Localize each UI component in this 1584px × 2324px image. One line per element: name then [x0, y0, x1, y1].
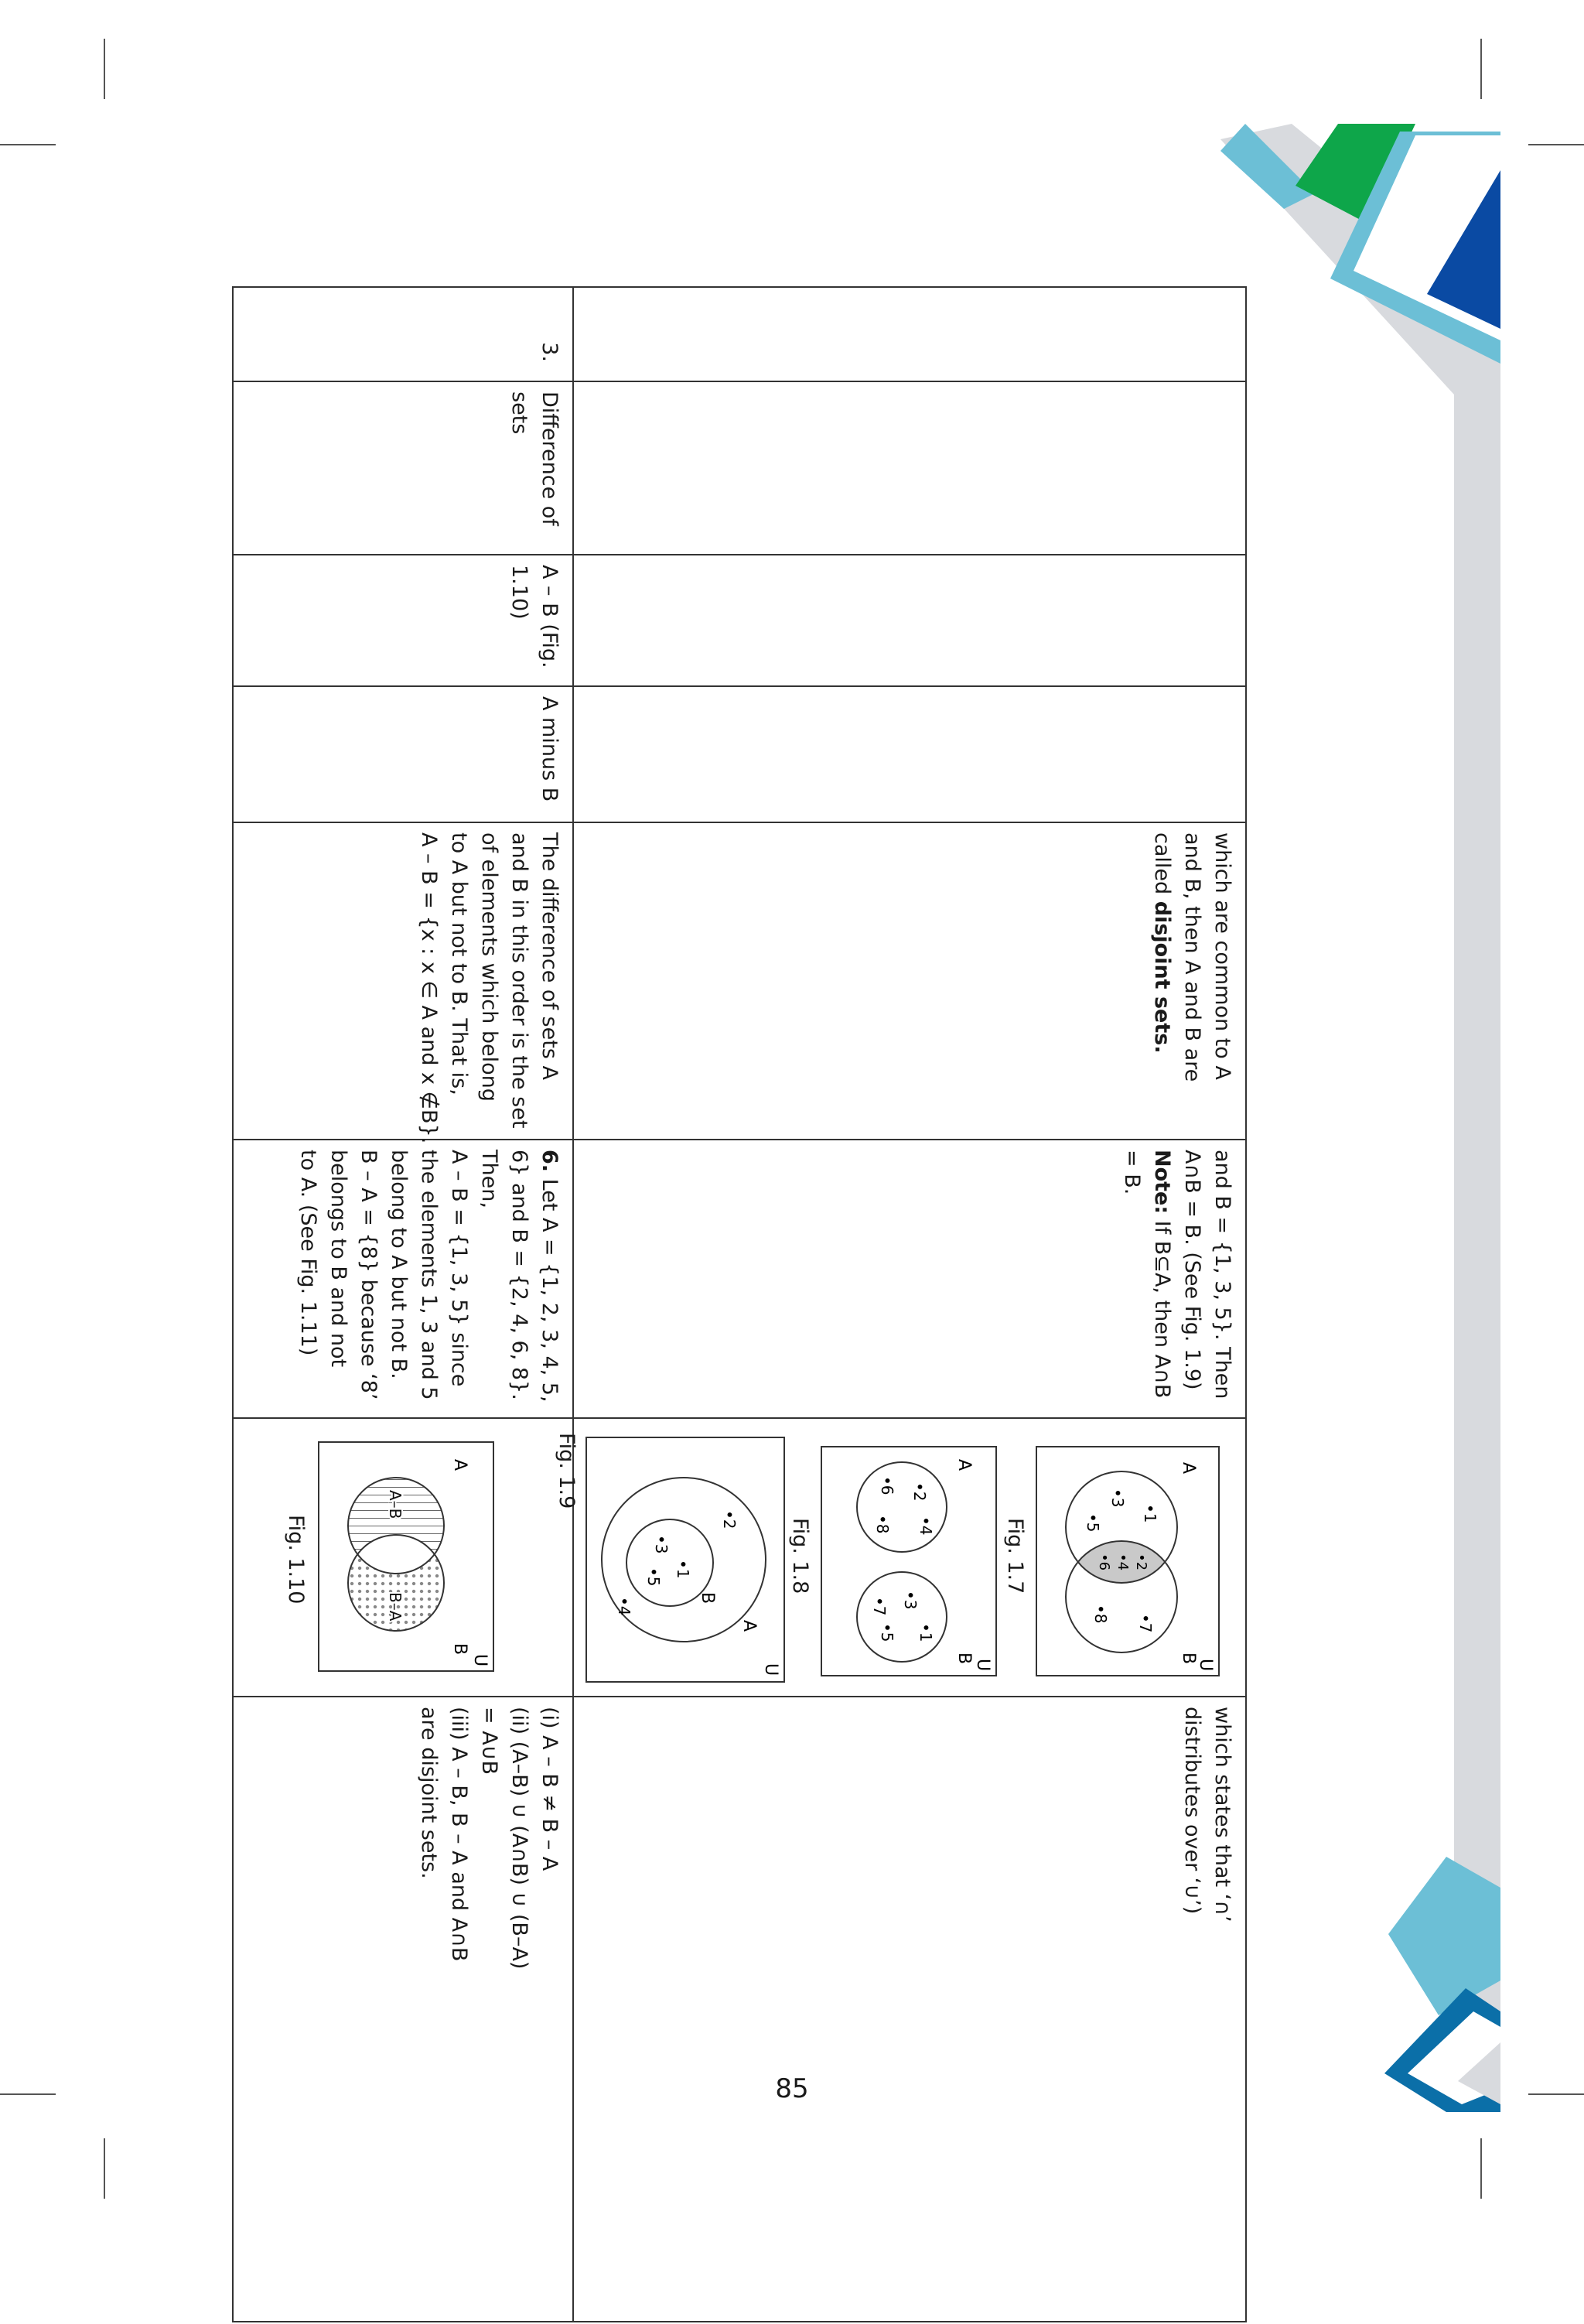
element: •7 [1136, 1614, 1155, 1633]
element: •8 [873, 1515, 892, 1534]
element: •5 [1084, 1513, 1102, 1533]
label-b: B [1179, 1652, 1198, 1665]
label-u: U [1196, 1659, 1215, 1672]
element: •7 [870, 1597, 889, 1616]
page-number: 85 [775, 2073, 809, 2104]
label-b: B [954, 1652, 974, 1665]
property-cell [574, 1696, 1245, 2324]
example-cell [574, 1139, 1245, 1417]
notation: 1.10) [507, 565, 531, 620]
element: •2 [910, 1482, 929, 1502]
definition-cell [232, 822, 572, 1144]
label-a: A [739, 1620, 759, 1632]
property-line: distributes over ‘∪’) [1180, 1707, 1204, 1915]
label-b: B [698, 1592, 717, 1605]
note-line: and B, then A and B are [1180, 832, 1204, 1082]
fig-1-7-caption: Fig. 1.7 [1003, 1518, 1027, 1594]
set-a-circle [857, 1462, 947, 1552]
region-label: A–B [386, 1490, 405, 1519]
disjoint-sets-term: disjoint sets. [1150, 901, 1174, 1054]
definition-line: A – B = {x : x ∈ A and x ∉B}. [417, 832, 441, 1144]
element: •5 [644, 1567, 663, 1587]
element: •3 [652, 1535, 671, 1554]
definition-line: of elements which belong [477, 832, 501, 1102]
label-u: U [761, 1663, 780, 1676]
property-line: (ii) (A–B) ∪ (A∩B) ∪ (B–A) [507, 1707, 531, 1970]
definition-line: The difference of sets A [538, 832, 562, 1080]
element: •8 [1091, 1605, 1110, 1624]
table-row [232, 288, 572, 2324]
note-label: Note: [1150, 1150, 1174, 1215]
venn-fig-1-9 [585, 1436, 786, 1683]
universal-set-box [821, 1447, 996, 1676]
reading-cell [232, 685, 572, 822]
example-line: 6} and B = {2, 4, 6, 8}. [507, 1150, 531, 1400]
fig-1-10-caption: Fig. 1.10 [284, 1515, 308, 1605]
operation-cell [232, 381, 572, 554]
element: •1 [674, 1560, 692, 1579]
element: •3 [901, 1591, 920, 1610]
set-operations-table [232, 286, 1247, 2322]
label-b: B [450, 1643, 469, 1656]
example-line: A∩B = B. (See Fig. 1.9) [1180, 1150, 1204, 1390]
region-label: B–A [386, 1592, 405, 1622]
element: •6 [878, 1476, 896, 1495]
fig-1-8-caption: Fig. 1.8 [788, 1518, 812, 1594]
definition-line: to A but not to B. That is, [447, 832, 471, 1095]
upper-row [555, 288, 1245, 2324]
example-line: A – B = {1, 3, 5} since [447, 1150, 471, 1387]
element: •4 [1115, 1553, 1131, 1571]
label-a: A [1179, 1462, 1198, 1475]
operation-name: Difference of [538, 391, 562, 526]
operation-name: sets [507, 391, 531, 435]
example-line: Let A = {1, 2, 3, 4, 5, [538, 1172, 562, 1403]
example-cell [232, 1139, 572, 1417]
property-line: = A∪B [477, 1707, 501, 1775]
note-text: = B. [1120, 1150, 1144, 1195]
element: •1 [917, 1623, 935, 1642]
notation: A – B (Fig. [538, 565, 562, 668]
element: •2 [720, 1510, 739, 1529]
set-b-circle [857, 1572, 947, 1662]
definition-line: and B in this order is the set [507, 832, 531, 1129]
rotated-table [232, 286, 1247, 2322]
property-line: (i) A – B ≠ B – A [538, 1707, 562, 1871]
element: •3 [1108, 1488, 1127, 1508]
element: •2 [1133, 1553, 1149, 1571]
example-line: Then, [477, 1150, 501, 1208]
example-line: B – A = {8} because ‘8’ [357, 1150, 381, 1400]
label-a: A [450, 1459, 469, 1471]
label-u: U [973, 1659, 992, 1672]
property-line: which states that ‘∩’ [1210, 1707, 1234, 1922]
fig-1-9-caption: Fig. 1.9 [555, 1433, 579, 1509]
property-line: are disjoint sets. [417, 1707, 441, 1879]
element: •6 [1096, 1553, 1112, 1571]
example-number: 6. [538, 1150, 562, 1173]
note-text: If B⊆A, then A∩B [1150, 1214, 1174, 1399]
venn-fig-1-8 [820, 1445, 998, 1677]
element: •4 [615, 1597, 633, 1616]
example-line: and B = {1, 3, 5}. Then [1210, 1150, 1234, 1400]
element: •5 [878, 1623, 896, 1642]
figure-cell [232, 1417, 572, 1696]
label-a: A [954, 1459, 974, 1471]
reading: A minus B [538, 696, 562, 802]
note-line: which are common to A [1210, 832, 1234, 1080]
serial-number: 3. [538, 342, 562, 362]
example-line: belongs to B and not [326, 1150, 350, 1368]
serial-cell [232, 288, 572, 381]
notation-cell [232, 554, 572, 685]
example-line: to A. (See Fig. 1.11) [296, 1150, 320, 1356]
element: •1 [1141, 1504, 1159, 1523]
element: •4 [917, 1516, 935, 1536]
figures-cell [555, 1417, 1245, 1696]
label-u: U [470, 1654, 490, 1667]
venn-fig-1-7 [1035, 1445, 1220, 1677]
note-line: called [1150, 832, 1174, 901]
example-line: belong to A but not B. [387, 1150, 411, 1379]
example-line: the elements 1, 3 and 5 [417, 1150, 441, 1400]
venn-fig-1-10 [317, 1441, 495, 1673]
property-line: (iii) A – B, B – A and A∩B [447, 1707, 471, 1962]
property-cell [232, 1696, 572, 2324]
note-cell [574, 822, 1245, 1139]
